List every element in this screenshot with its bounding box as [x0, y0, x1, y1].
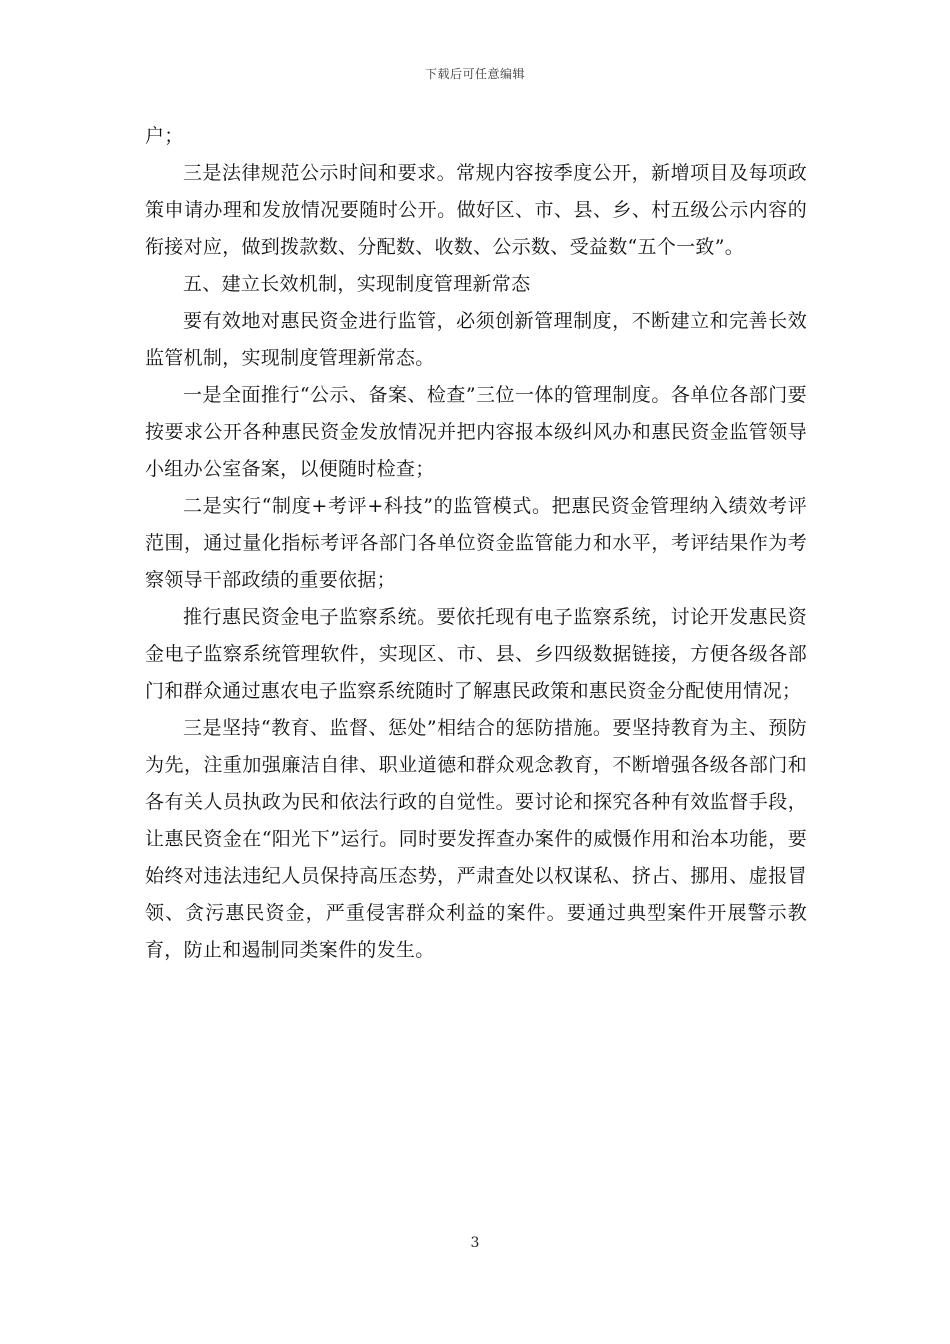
paragraph-system-one: 一是全面推行“公示、备案、检查”三位一体的管理制度。各单位各部门要按要求公开各种惠民资金发放情况并把内容报本级纠风办和惠民资金监管领导小组办公室备案，以便随时检查； [145, 384, 807, 480]
page-header: 下载后可任意编辑 [424, 67, 525, 81]
paragraph-electronic-supervision: 推行惠民资金电子监察系统。要依托现有电子监察系统，讨论开发惠民资金电子监察系统管理软件，实现区、市、县、乡四级数据链接，方便各级各部门和群众通过惠农电子监察系统随时了解惠民政策和惠民资金分配使用情况； [145, 606, 807, 702]
paragraph-publicity-timing: 三是法律规范公示时间和要求。常规内容按季度公开，新增项目及每项政策申请办理和发放情况要随时公开。做好区、市、县、乡、村五级公示内容的衔接对应，做到拨款数、分配数、收数、公示数、受益数“五个一致”。 [145, 162, 807, 258]
page-number: 3 [470, 1235, 480, 1251]
paragraph-continuation: 户； [145, 125, 184, 147]
section-heading-5: 五、建立长效机制，实现制度管理新常态 [183, 273, 531, 295]
paragraph-system-three: 三是坚持“教育、监督、惩处”相结合的惩防措施。要坚持教育为主、预防为先，注重加强廉洁自律、职业道德和群众观念教育，不断增强各级各部门和各有关人员执政为民和依法行政的自觉性。要讨论和探究各种有效监督手段，让惠民资金在“阳光下”运行。同时要发挥查办案件的威慑作用和治本功能，要始终对违法违纪人员保持高压态势，严肃查处以权谋私、挤占、挪用、虚报冒领、贪污惠民资金，严重侵害群众利益的案件。要通过典型案件开展警示教育，防止和遏制同类案件的发生。 [145, 717, 807, 961]
paragraph-mechanism-intro: 要有效地对惠民资金进行监管，必须创新管理制度，不断建立和完善长效监管机制，实现制度管理新常态。 [145, 310, 807, 369]
document-body [145, 118, 807, 969]
paragraph-system-two: 二是实行“制度+考评+科技”的监管模式。把惠民资金管理纳入绩效考评范围，通过量化指标考评各部门各单位资金监管能力和水平，考评结果作为考察领导干部政绩的重要依据； [145, 495, 807, 591]
